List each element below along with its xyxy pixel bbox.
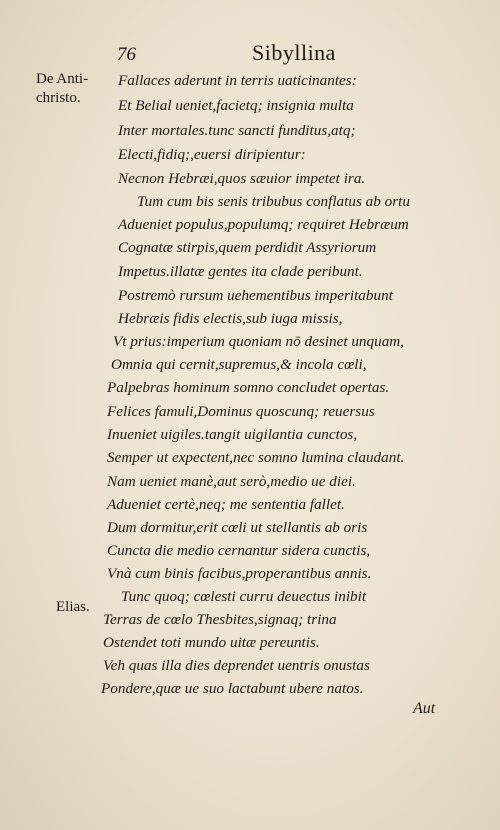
- verse-line-13: Omnia qui cernit,supremus,& incola cœli,: [111, 356, 367, 373]
- verse-line-18: Nam ueniet manè,aut serò,medio ue diei.: [107, 473, 356, 490]
- verse-line-16: Inueniet uigiles.tangit uigilantia cunctos,: [107, 426, 358, 443]
- verse-line-5: Necnon Hebræi,quos sæuior impetet ira.: [118, 170, 366, 187]
- catchword: Aut: [413, 700, 436, 717]
- verse-line-25: Ostendet toti mundo uitæ pereuntis.: [103, 634, 320, 651]
- verse-line-4: Electi,fidiq;,euersi diripientur:: [118, 146, 306, 163]
- margin-note-elias: Elias.: [56, 599, 90, 615]
- verse-line-3: Inter mortales.tunc sancti funditus,atq;: [118, 122, 356, 139]
- verse-line-14: Palpebras hominum somno concludet opertas.: [107, 379, 390, 396]
- verse-line-19: Adueniet certè,neq; me sententia fallet.: [107, 496, 345, 513]
- verse-line-2: Et Belial ueniet,facietq; insignia multa: [118, 97, 354, 114]
- verse-line-21: Cuncta die medio cernantur sidera cunctis,: [107, 542, 371, 559]
- verse-line-10: Postremò rursum uehementibus imperitabunt: [118, 287, 393, 304]
- verse-line-12: Vt prius:imperium quoniam nō desinet unquam,: [113, 333, 405, 350]
- verse-line-22: Vnà cum binis facibus,properantibus annis.: [107, 565, 372, 582]
- margin-note-antichristo: De Anti- christo.: [36, 71, 89, 106]
- verse-line-20: Dum dormitur,erit cœli ut stellantis ab oris: [107, 519, 368, 536]
- verse-line-6: Tum cum bis senis tribubus conflatus ab ortu: [137, 193, 410, 210]
- verse-line-11: Hebræis fidis electis,sub iuga missis,: [118, 310, 343, 327]
- verse-line-26: Veh quas illa dies deprendet uentris onustas: [103, 657, 370, 674]
- verse-line-7: Adueniet populus,populumq; requiret Hebræum: [118, 216, 409, 233]
- verse-line-27: Pondere,quæ ue suo lactabunt ubere natos.: [101, 680, 364, 697]
- page-number: 76: [117, 44, 136, 65]
- verse-line-15: Felices famuli,Dominus quoscunq; reuersus: [107, 403, 375, 420]
- verse-line-24: Terras de cœlo Thesbites,signaq; trina: [103, 611, 337, 628]
- verse-line-1: Fallaces aderunt in terris uaticinantes:: [118, 72, 357, 89]
- verse-line-9: Impetus.illatæ gentes ita clade peribunt.: [118, 263, 363, 280]
- verse-line-17: Semper ut expectent,nec somno lumina claudant.: [107, 449, 405, 466]
- running-title: Sibyllina: [252, 40, 336, 65]
- verse-line-23: Tunc quoq; cœlesti curru deuectus inibit: [121, 588, 367, 605]
- verse-line-8: Cognatæ stirpis,quem perdidit Assyriorum: [118, 239, 377, 256]
